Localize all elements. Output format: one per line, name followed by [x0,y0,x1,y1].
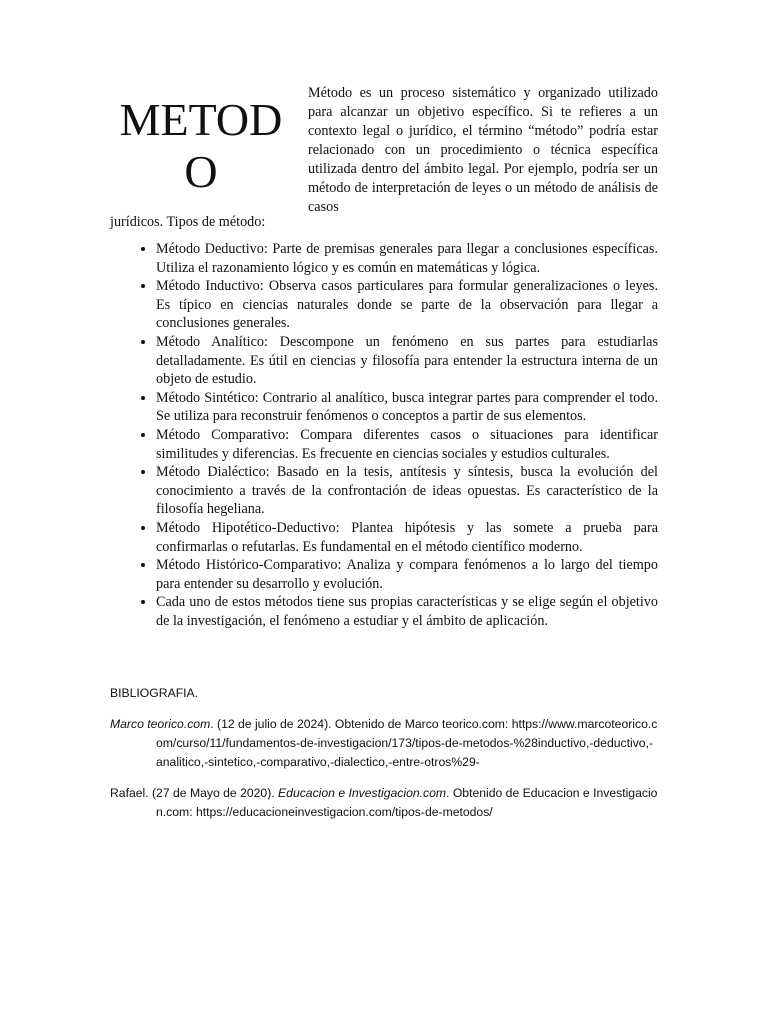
title-line-2: O [184,146,218,197]
list-item: • Método Histórico-Comparativo: Analiza y compara fenómenos a lo largo del tiempo para entender su desarrollo y evolución. [156,556,658,593]
reference-2-source: Educacion e Investigacion.com [278,786,447,800]
list-item: • Método Dialéctico: Basado en la tesis, antítesis y síntesis, busca la evolución del conocimiento a través de la confrontación de ideas opuestas. Es característico de la filosofía hegeliana. [156,463,658,519]
reference-1-url[interactable]: https://www.marcoteorico.com/curso/11/fundamentos-de-investigacion/173/tipos-de-metodos-%28inductivo,-deductivo,-analitico,-sintetico,-comparativo,-dialectico,-entre-otros%29- [156,717,658,769]
intro-continuation: jurídicos. Tipos de método: [110,214,266,230]
reference-1-date: . (12 de julio de 2024). Obtenido de Marco teorico.com: [210,717,512,731]
list-item: • Cada uno de estos métodos tiene sus propias características y se elige según el objetivo de la investigación, el fenómeno a estudiar y el ámbito de aplicación. [156,593,658,630]
reference-2-url[interactable]: https://educacioneinvestigacion.com/tipos-de-metodos/ [195,805,493,819]
reference-1-source: Marco teorico.com [110,717,211,731]
reference-2-author-date: Rafael. (27 de Mayo de 2020). [110,786,279,800]
document-title [112,94,290,198]
list-item: • Método Comparativo: Compara diferentes casos o situaciones para identificar similitudes y diferencias. Es frecuente en ciencias sociales y estudios culturales. [156,426,658,463]
bibliography-heading: BIBLIOGRAFIA. [110,686,199,700]
intro-paragraph: Método es un proceso sistemático y organizado utilizado para alcanzar un objetivo específico. Si te refieres a un contexto legal o jurídico, el término “método” podría estar relacionado con un procedimiento o técnica específica utilizada dentro del ámbito legal. Por ejemplo, podría ser un método de interpretación de leyes o un método de análisis de casos [308,85,658,215]
bibliography-section [110,684,658,834]
list-item: • Método Deductivo: Parte de premisas generales para llegar a conclusiones específicas. Utiliza el razonamiento lógico y es común en matemáticas y lógica. [156,240,658,277]
list-item: • Método Sintético: Contrario al analítico, busca integrar partes para comprender el todo. Se utiliza para reconstruir fenómenos o conceptos a partir de sus elementos. [156,389,658,426]
reference-2-rest: . Obtenido de Educacion e Investigacion.com: [156,786,658,819]
list-item: • Método Analítico: Descompone un fenómeno en sus partes para estudiarlas detalladamente. Es útil en ciencias y filosofía para entender la estructura interna de un objeto de estudio. [156,333,658,389]
list-item: • Método Hipotético-Deductivo: Plantea hipótesis y las somete a prueba para confirmarlas o refutarlas. Es fundamental en el método científico moderno. [156,519,658,556]
methods-list [110,240,658,630]
reference-2 [110,784,658,822]
reference-1 [110,715,658,772]
list-item: • Método Inductivo: Observa casos particulares para formular generalizaciones o leyes. Es típico en ciencias naturales donde se parte de la observación para llegar a conclusiones generales. [156,277,658,333]
title-line-1: METOD [119,94,283,145]
